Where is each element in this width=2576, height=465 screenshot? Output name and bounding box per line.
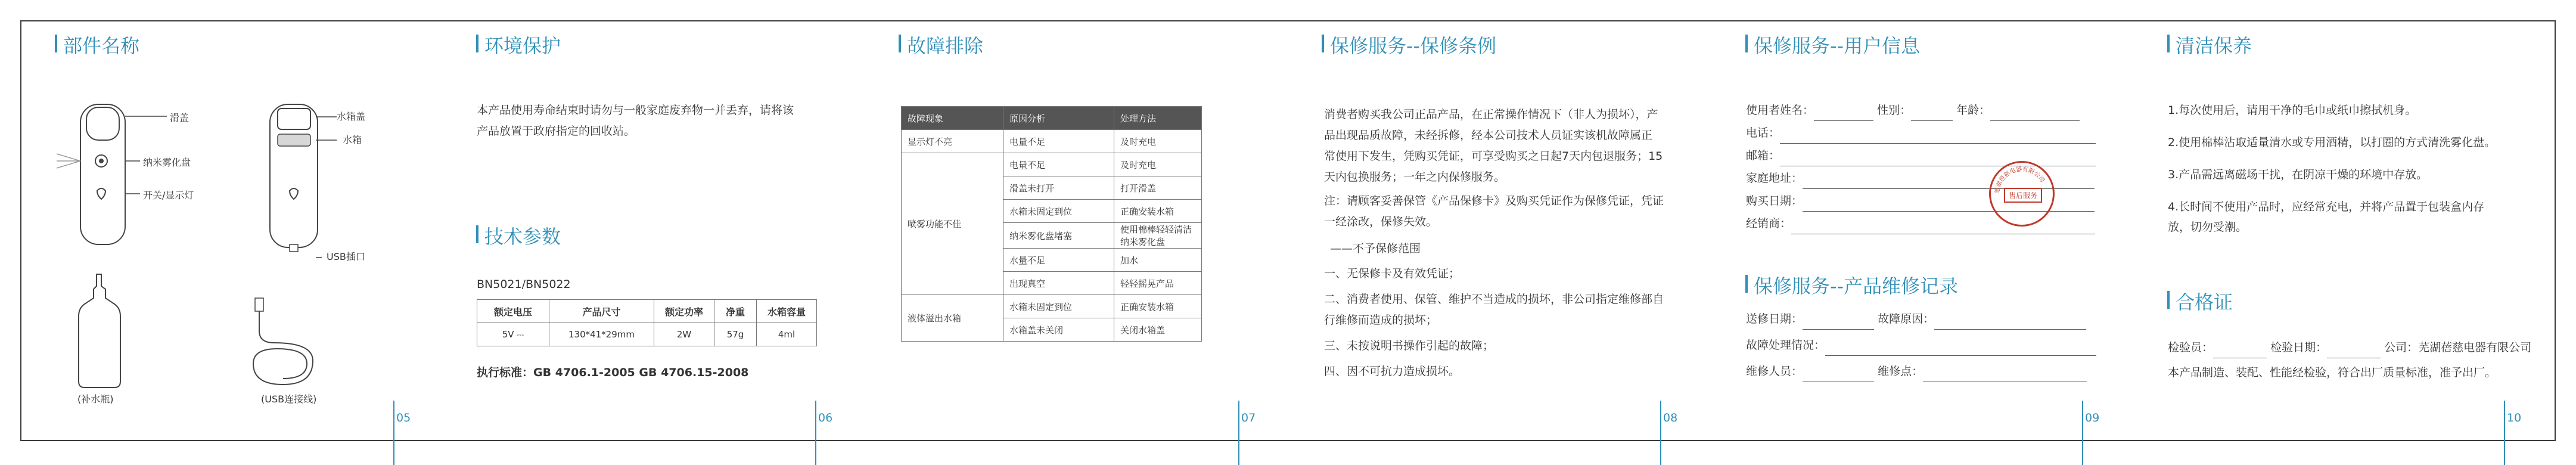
exclusion-item: 一、无保修卡及有效凭证； [1324,267,1461,280]
table-row [902,130,1202,153]
page-10-marker [2504,401,2505,465]
fault-fix: 及时充电 [1114,130,1202,153]
device-front-illustration [77,101,131,250]
model-number: BN5021/BN5022 [477,278,571,291]
page-09-number: 09 [2085,411,2100,424]
spec-header: 产品尺寸 [549,300,654,323]
label-tank-cover: 水箱盖 [337,111,366,122]
phone-field[interactable] [1780,143,2096,144]
phone-label: 电话： [1746,126,1780,140]
page-08-number: 08 [1663,411,1678,424]
page-05-heading: 部件名称 [63,31,139,58]
fault-header: 故障现象 [902,107,1003,130]
env-heading: 环境保护 [484,31,561,58]
fault-symptom: 显示灯不亮 [902,130,1003,153]
cert-line-2: 本产品制造、装配、性能经检验，符合出厂质量标准，准予出厂。 [2168,366,2497,379]
spec-value: 2W [654,323,714,346]
spec-value: 57g [714,323,757,346]
fault-cause: 水箱未固定到位 [1003,200,1114,223]
age-field[interactable] [1990,120,2080,121]
label-switch: 开关/显示灯 [143,190,194,201]
page-09-marker [2082,401,2083,465]
clean-item: 2.使用棉棒沾取适量清水或专用酒精，以打圈的方式清洗雾化盘。 [2168,136,2496,149]
inspect-date-label: 检验日期： [2270,341,2328,354]
spec-value: 4ml [757,323,817,346]
fault-header-row [902,107,1202,130]
repairer-label: 维修人员： [1746,365,1803,378]
spec-header: 额定功率 [654,300,714,323]
repair-field-row [1746,361,2098,382]
fault-fix: 加水 [1114,249,1202,272]
date-label: 购买日期： [1746,194,1803,207]
page-07-number: 07 [1241,411,1256,424]
spec-heading: 技术参数 [484,222,561,249]
clean-item: 放，切勿受潮。 [2168,221,2248,234]
fault-fix: 及时充电 [1114,153,1202,176]
fault-symptom: 液体溢出水箱 [902,295,1003,342]
reason-label: 故障原因： [1878,312,1935,326]
warranty-para-line: 常使用下发生，凭购买凭证，可享受购买之日起7天内包退服务；15 [1324,150,1663,163]
refill-bottle-illustration [73,271,126,390]
label-nano-plate: 纳米雾化盘 [143,157,191,168]
fault-header: 处理方法 [1114,107,1202,130]
user-field-row [1746,123,2096,144]
fault-cause: 电量不足 [1003,130,1114,153]
page-05-marker [393,401,394,465]
page-06-marker [815,401,816,465]
send-date-field[interactable] [1803,329,1874,330]
status-label: 故障处理情况： [1746,339,1826,352]
cert-heading: 合格证 [2176,287,2233,315]
label-tank: 水箱 [343,134,362,145]
repair-heading: 保修服务--产品维修记录 [1754,271,1958,299]
fault-table [901,106,1202,342]
page-10-number: 10 [2507,411,2522,424]
spec-value: 130*41*29mm [549,323,654,346]
warranty-heading: 保修服务--保修条例 [1330,31,1496,58]
fault-cause: 纳米雾化盘堵塞 [1003,223,1114,249]
age-label: 年龄： [1956,104,1991,117]
send-date-label: 送修日期： [1746,312,1803,326]
env-text-line-1: 本产品使用寿命结束时请勿与一般家庭废弃物一并丢弃，请将该 [477,104,794,117]
fault-fix: 正确安装水箱 [1114,200,1202,223]
fault-cause: 水量不足 [1003,249,1114,272]
fault-symptom: 喷雾功能不佳 [902,153,1003,295]
clean-item: 4.长时间不使用产品时，应经常充电，并将产品置于包装盒内存 [2168,200,2485,213]
exclusion-item: 三、未按说明书操作引起的故障； [1324,339,1494,352]
standard-text: 执行标准：GB 4706.1-2005 GB 4706.15-2008 [477,366,749,379]
fault-cause: 电量不足 [1003,153,1114,176]
repair-field-row [1746,335,2096,356]
service-stamp [1989,161,2055,227]
fault-fix: 正确安装水箱 [1114,295,1202,318]
name-label: 使用者姓名： [1746,104,1814,117]
clean-heading: 清洁保养 [2176,31,2252,58]
table-row [902,295,1202,318]
stamp-ring-text: 笔湖芭慈电器有限公司 [1994,166,2046,194]
company-label: 公司：芜湖蓓慈电器有限公司 [2384,341,2532,354]
user-field-row [1746,100,2098,121]
warranty-para-line: 品出现品质故障，未经拆修，经本公司技术人员证实该机故障属正 [1324,129,1653,142]
spec-value: 5V ⎓ [477,323,549,346]
user-info-heading: 保修服务--用户信息 [1754,31,1920,58]
fault-cause: 滑盖未打开 [1003,176,1114,200]
page-05-number: 05 [396,411,411,424]
postcode-label: 邮箱： [1746,149,1780,162]
spray-mist-illustration [54,149,83,173]
fault-cause: 水箱盖未关闭 [1003,318,1114,342]
fault-header: 原因分析 [1003,107,1114,130]
repair-field-row [1746,309,2098,330]
reason-field[interactable] [1934,329,2086,330]
fault-fix: 关闭水箱盖 [1114,318,1202,342]
env-text-line-2: 产品放置于政府指定的回收站。 [477,125,636,138]
table-row [902,153,1202,176]
spec-value-row [477,323,817,346]
seller-label: 经销商： [1746,217,1792,230]
spec-header: 水箱容量 [757,300,817,323]
stamp-center-text: 售后服务 [2004,188,2042,203]
exclusion-item: 行维修而造成的损坏； [1324,314,1438,327]
exclusion-item: 四、因不可抗力造成损坏。 [1324,365,1461,378]
fault-fix: 使用棉棒轻轻清洁纳米雾化盘 [1114,223,1202,249]
page-07-marker [1238,401,1239,465]
fault-cause: 出现真空 [1003,272,1114,295]
part-label: 维修点： [1878,365,1924,378]
clean-item: 3.产品需远离磁场干扰，在阴凉干燥的环境中存放。 [2168,168,2428,181]
warranty-note-line: 一经涂改，保修失效。 [1324,215,1438,228]
warranty-para-line: 消费者购买我公司正品产品，在正常操作情况下（非人为损坏），产 [1324,108,1658,121]
spec-header: 额定电压 [477,300,549,323]
cert-line-1 [2168,337,2543,358]
inspector-label: 检验员： [2168,341,2214,354]
fault-fix: 轻轻摇晃产品 [1114,272,1202,295]
clean-item: 1.每次使用后，请用干净的毛巾或纸巾擦拭机身。 [2168,104,2417,117]
status-field[interactable] [1825,355,2096,356]
label-spray-cover: 滑盖 [170,112,189,123]
address-label: 家庭地址： [1746,172,1803,185]
exclusion-item: 二、消费者使用、保管、维护不当造成的损坏，非公司指定维修部自 [1324,293,1664,306]
name-field[interactable] [1814,120,1873,121]
gender-label: 性别： [1877,104,1912,117]
label-usb-port: USB插口 [327,251,365,262]
gender-field[interactable] [1911,120,1953,121]
spec-header-row [477,300,817,323]
exclusion-subheading: ——不予保修范围 [1330,242,1421,255]
usb-cable-illustration [241,295,331,390]
fault-heading: 故障排除 [907,31,983,58]
warranty-para-line: 天内包换服务；一年之内保修服务。 [1324,170,1506,184]
caption-cable: (USB连接线) [261,393,317,405]
spec-table [477,299,817,346]
device-side-illustration [267,101,324,256]
spec-header: 净重 [714,300,757,323]
fault-fix: 打开滑盖 [1114,176,1202,200]
page-08-marker [1660,401,1661,465]
warranty-note-line: 注：请顾客妥善保管《产品保修卡》及购买凭证作为保修凭证，凭证 [1324,194,1664,207]
caption-refill: (补水瓶) [77,393,114,405]
page-06-number: 06 [818,411,833,424]
fault-cause: 水箱未固定到位 [1003,295,1114,318]
